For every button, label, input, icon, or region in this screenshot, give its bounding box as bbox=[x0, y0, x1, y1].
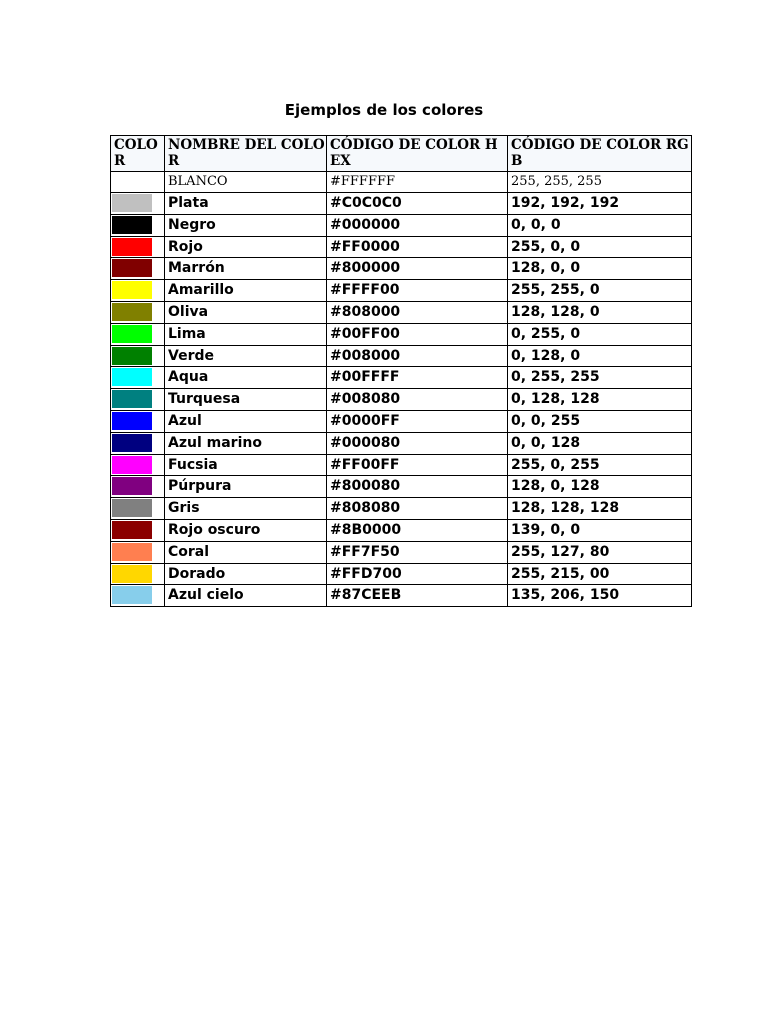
swatch-cell bbox=[111, 498, 165, 520]
color-rgb: 255, 255, 0 bbox=[508, 280, 692, 302]
color-name: Lima bbox=[165, 323, 327, 345]
color-hex: #808080 bbox=[327, 498, 508, 520]
color-name: Negro bbox=[165, 214, 327, 236]
swatch-cell bbox=[111, 280, 165, 302]
color-name: Plata bbox=[165, 193, 327, 215]
color-rgb: 0, 255, 255 bbox=[508, 367, 692, 389]
color-swatch bbox=[112, 259, 152, 277]
color-name: Fucsia bbox=[165, 454, 327, 476]
color-name: Oliva bbox=[165, 301, 327, 323]
color-swatch bbox=[112, 390, 152, 408]
table-row bbox=[111, 389, 692, 411]
color-swatch bbox=[112, 368, 152, 386]
swatch-cell bbox=[111, 432, 165, 454]
table-row bbox=[111, 519, 692, 541]
color-name: Azul bbox=[165, 410, 327, 432]
color-name: Verde bbox=[165, 345, 327, 367]
swatch-cell bbox=[111, 258, 165, 280]
color-rgb: 255, 0, 0 bbox=[508, 236, 692, 258]
swatch-cell bbox=[111, 585, 165, 607]
swatch-cell bbox=[111, 367, 165, 389]
color-rgb: 255, 255, 255 bbox=[508, 172, 692, 193]
color-name: Marrón bbox=[165, 258, 327, 280]
color-swatch bbox=[112, 521, 152, 539]
color-swatch bbox=[112, 216, 152, 234]
color-swatch bbox=[112, 499, 152, 517]
table-row bbox=[111, 585, 692, 607]
color-swatch bbox=[112, 586, 152, 604]
swatch-cell bbox=[111, 345, 165, 367]
color-hex: #C0C0C0 bbox=[327, 193, 508, 215]
table-row bbox=[111, 280, 692, 302]
color-swatch bbox=[112, 303, 152, 321]
color-hex: #800080 bbox=[327, 476, 508, 498]
color-rgb: 139, 0, 0 bbox=[508, 519, 692, 541]
swatch-cell bbox=[111, 172, 165, 193]
table-row bbox=[111, 301, 692, 323]
color-swatch bbox=[112, 347, 152, 365]
swatch-cell bbox=[111, 301, 165, 323]
color-hex: #FF0000 bbox=[327, 236, 508, 258]
color-rgb: 0, 0, 0 bbox=[508, 214, 692, 236]
color-name: Púrpura bbox=[165, 476, 327, 498]
table-row bbox=[111, 563, 692, 585]
color-hex: #8B0000 bbox=[327, 519, 508, 541]
color-rgb: 255, 0, 255 bbox=[508, 454, 692, 476]
color-hex: #00FFFF bbox=[327, 367, 508, 389]
color-name: Rojo oscuro bbox=[165, 519, 327, 541]
color-name: Dorado bbox=[165, 563, 327, 585]
swatch-cell bbox=[111, 454, 165, 476]
color-name: Amarillo bbox=[165, 280, 327, 302]
color-swatch bbox=[112, 543, 152, 561]
color-hex: #000080 bbox=[327, 432, 508, 454]
color-rgb: 128, 0, 128 bbox=[508, 476, 692, 498]
color-swatch bbox=[112, 434, 152, 452]
color-swatch bbox=[112, 412, 152, 430]
table-row bbox=[111, 541, 692, 563]
table-row bbox=[111, 367, 692, 389]
color-hex: #FF00FF bbox=[327, 454, 508, 476]
color-name: BLANCO bbox=[165, 172, 327, 193]
table-row bbox=[111, 323, 692, 345]
color-swatch bbox=[112, 281, 152, 299]
color-hex: #808000 bbox=[327, 301, 508, 323]
color-hex: #87CEEB bbox=[327, 585, 508, 607]
color-hex: #800000 bbox=[327, 258, 508, 280]
color-rgb: 0, 0, 255 bbox=[508, 410, 692, 432]
color-name: Gris bbox=[165, 498, 327, 520]
color-rgb: 0, 128, 128 bbox=[508, 389, 692, 411]
color-rgb: 192, 192, 192 bbox=[508, 193, 692, 215]
page-title: Ejemplos de los colores bbox=[284, 101, 484, 119]
color-hex: #008080 bbox=[327, 389, 508, 411]
header-rgb: CÓDIGO DE COLOR RGB bbox=[508, 136, 692, 172]
color-hex: #FFFF00 bbox=[327, 280, 508, 302]
color-hex: #008000 bbox=[327, 345, 508, 367]
swatch-cell bbox=[111, 476, 165, 498]
header-row bbox=[111, 136, 692, 172]
color-rgb: 255, 127, 80 bbox=[508, 541, 692, 563]
color-rgb: 128, 0, 0 bbox=[508, 258, 692, 280]
swatch-cell bbox=[111, 236, 165, 258]
color-name: Turquesa bbox=[165, 389, 327, 411]
table-row bbox=[111, 498, 692, 520]
color-swatch bbox=[112, 565, 152, 583]
color-swatch bbox=[112, 173, 152, 191]
color-rgb: 0, 0, 128 bbox=[508, 432, 692, 454]
table-row bbox=[111, 214, 692, 236]
color-hex: #000000 bbox=[327, 214, 508, 236]
color-hex: #00FF00 bbox=[327, 323, 508, 345]
table-row bbox=[111, 258, 692, 280]
color-rgb: 128, 128, 128 bbox=[508, 498, 692, 520]
color-swatch bbox=[112, 238, 152, 256]
swatch-cell bbox=[111, 541, 165, 563]
color-rgb: 255, 215, 00 bbox=[508, 563, 692, 585]
table-row bbox=[111, 345, 692, 367]
color-hex: #FFD700 bbox=[327, 563, 508, 585]
table-row bbox=[111, 236, 692, 258]
swatch-cell bbox=[111, 389, 165, 411]
color-name: Coral bbox=[165, 541, 327, 563]
color-rgb: 0, 128, 0 bbox=[508, 345, 692, 367]
header-name: NOMBRE DEL COLOR bbox=[165, 136, 327, 172]
color-hex: #FF7F50 bbox=[327, 541, 508, 563]
swatch-cell bbox=[111, 323, 165, 345]
color-hex: #0000FF bbox=[327, 410, 508, 432]
color-name: Aqua bbox=[165, 367, 327, 389]
color-rgb: 128, 128, 0 bbox=[508, 301, 692, 323]
color-name: Azul cielo bbox=[165, 585, 327, 607]
color-swatch bbox=[112, 325, 152, 343]
header-hex: CÓDIGO DE COLOR HEX bbox=[327, 136, 508, 172]
table-row bbox=[111, 432, 692, 454]
color-rgb: 135, 206, 150 bbox=[508, 585, 692, 607]
color-swatch bbox=[112, 477, 152, 495]
table-row bbox=[111, 172, 692, 193]
swatch-cell bbox=[111, 410, 165, 432]
table-row bbox=[111, 193, 692, 215]
swatch-cell bbox=[111, 214, 165, 236]
table-row bbox=[111, 476, 692, 498]
swatch-cell bbox=[111, 563, 165, 585]
color-swatch bbox=[112, 456, 152, 474]
color-rgb: 0, 255, 0 bbox=[508, 323, 692, 345]
color-name: Azul marino bbox=[165, 432, 327, 454]
table-row bbox=[111, 454, 692, 476]
color-table bbox=[110, 135, 692, 607]
table-row bbox=[111, 410, 692, 432]
color-swatch bbox=[112, 194, 152, 212]
color-hex: #FFFFFF bbox=[327, 172, 508, 193]
swatch-cell bbox=[111, 193, 165, 215]
header-color: COLOR bbox=[111, 136, 165, 172]
swatch-cell bbox=[111, 519, 165, 541]
color-name: Rojo bbox=[165, 236, 327, 258]
